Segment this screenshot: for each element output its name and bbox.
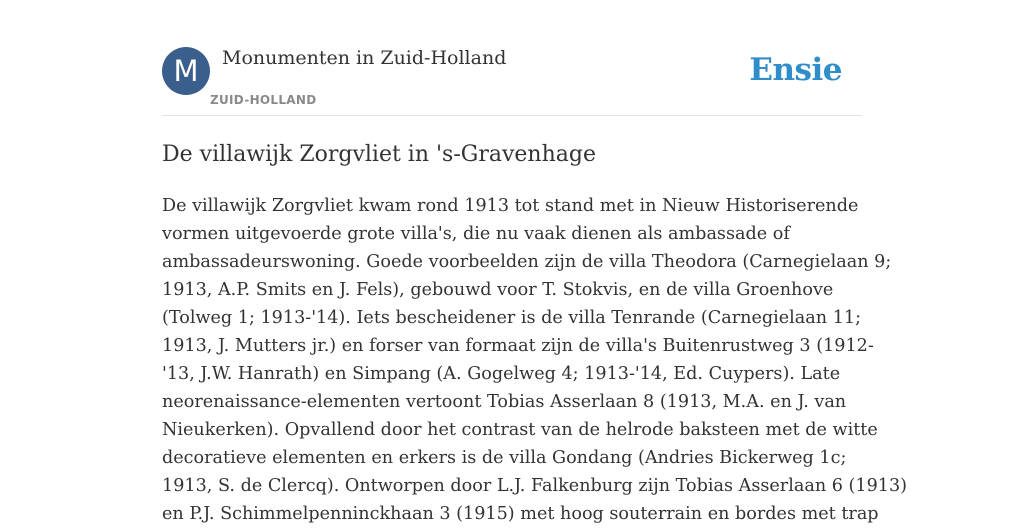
article-line: 1913, A.P. Smits en J. Fels), gebouwd voor T. Stokvis, en de villa Groenhove: [162, 280, 834, 300]
article-title: De villawijk Zorgvliet in 's-Gravenhage: [162, 142, 596, 167]
article-line: ambassadeurswoning. Goede voorbeelden zijn de villa Theodora (Carnegielaan 9;: [162, 252, 892, 272]
avatar[interactable]: M: [162, 47, 210, 95]
site-title[interactable]: Monumenten in Zuid-Holland: [222, 47, 507, 69]
header: [162, 46, 862, 116]
article-line: 1913, S. de Clercq). Ontworpen door L.J. Falkenburg zijn Tobias Asserlaan 6 (1913): [162, 476, 908, 496]
brand-logo[interactable]: Ensie: [749, 52, 842, 88]
article-line: De villawijk Zorgvliet kwam rond 1913 tot stand met in Nieuw Historiserende: [162, 196, 859, 216]
article-line: Nieukerken). Opvallend door het contrast van de helrode baksteen met de witte: [162, 420, 878, 440]
article-line: vormen uitgevoerde grote villa's, die nu vaak dienen als ambassade of: [162, 224, 790, 244]
article-line: (Tolweg 1; 1913-'14). Iets bescheidener is de villa Tenrande (Carnegielaan 11;: [162, 308, 862, 328]
article-line: decoratieve elementen en erkers is de villa Gondang (Andries Bickerweg 1c;: [162, 448, 847, 468]
article-line: en P.J. Schimmelpenninckhaan 3 (1915) met hoog souterrain en bordes met trap: [162, 504, 879, 524]
article-line: '13, J.W. Hanrath) en Simpang (A. Gogelweg 4; 1913-'14, Ed. Cuypers). Late: [162, 364, 841, 384]
article-line: 1913, J. Mutters jr.) en forser van formaat zijn de villa's Buitenrustweg 3 (1912-: [162, 336, 874, 356]
article-body: [162, 192, 908, 528]
article-line: neorenaissance-elementen vertoont Tobias Asserlaan 8 (1913, M.A. en J. van: [162, 392, 847, 412]
header-divider: [162, 115, 862, 116]
category-label[interactable]: ZUID-HOLLAND: [210, 93, 317, 107]
